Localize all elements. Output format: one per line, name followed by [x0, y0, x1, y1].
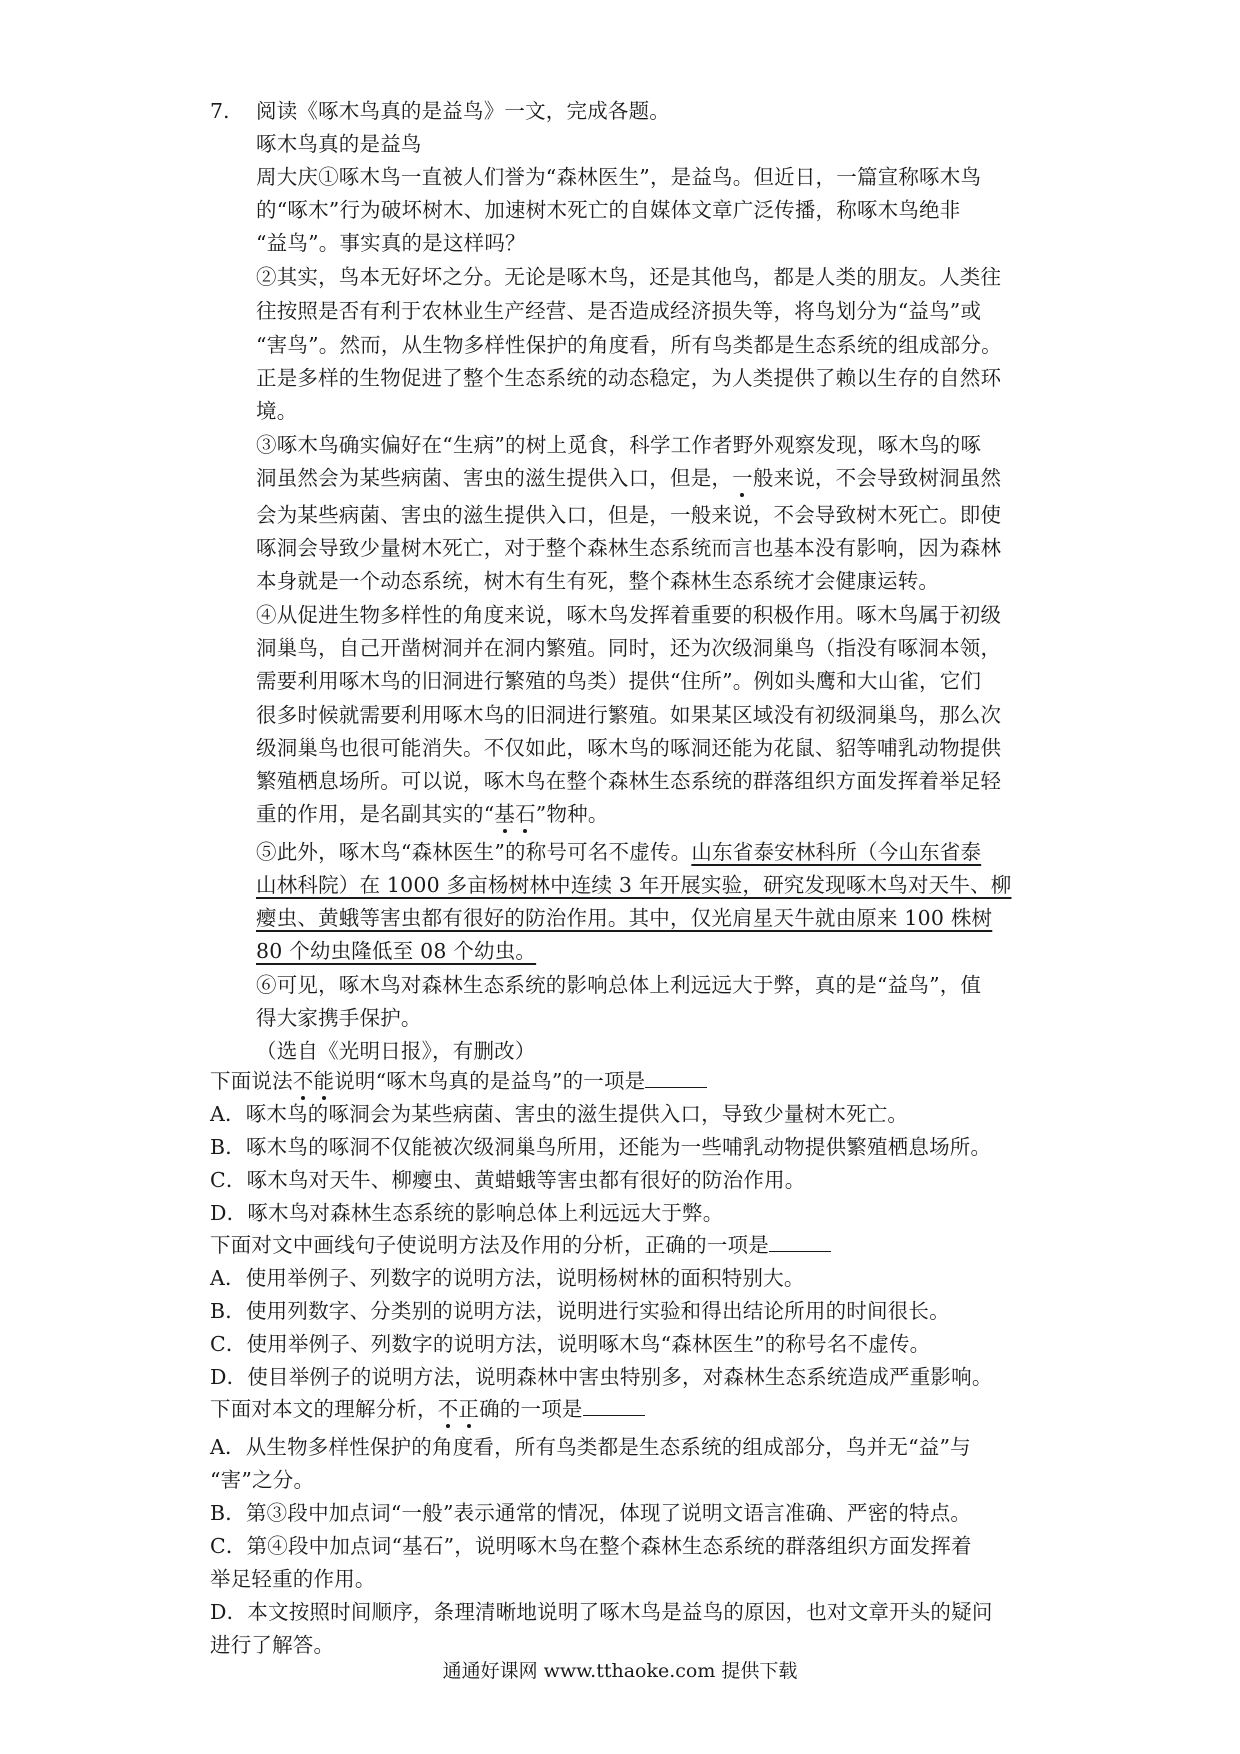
paragraph-4-line-7 — [256, 800, 609, 828]
emphasis-dot-yi: 一 — [732, 466, 753, 490]
q2-option-d[interactable]: D．使目举例子的说明方法，说明森林中害虫特别多，对森林生态系统造成严重影响。 — [210, 1365, 993, 1389]
paragraph-3-line-2 — [256, 464, 1001, 492]
paragraph-3-line-4: 啄洞会导致少量树木死亡，对于整个森林生态系统而言也基本没有影响，因为森林 — [256, 536, 1002, 560]
article-source: （选自《光明日报》，有删改） — [256, 1039, 536, 1063]
q1-stem-d: 说明“啄木鸟真的是益鸟”的一项是 — [334, 1069, 646, 1093]
q1-stem-a: 下面说法 — [210, 1069, 293, 1093]
paragraph-4-line-7-a: 重的作用，是名副其实的“ — [256, 802, 495, 826]
question-number: 7. — [210, 99, 230, 123]
q3-option-d-line-2[interactable]: 进行了解答。 — [210, 1633, 335, 1657]
emphasis-dot-neng: 能 — [313, 1069, 335, 1093]
paragraph-4-line-1: ④从促进生物多样性的角度来说，啄木鸟发挥着重要的积极作用。啄木鸟属于初级 — [256, 603, 1002, 627]
question-intro: 阅读《啄木鸟真的是益鸟》一文，完成各题。 — [256, 99, 670, 123]
paragraph-4-line-3: 需要利用啄木鸟的旧洞进行繁殖的鸟类）提供“住所”。例如头鹰和大山雀，它们 — [256, 669, 982, 693]
q1-stem — [210, 1067, 707, 1095]
page-footer: 通通好课网 www.tthaoke.com 提供下载 — [442, 1660, 798, 1682]
q1-option-a[interactable]: A．啄木鸟的啄洞会为某些病菌、害虫的滋生提供入口，导致少量树木死亡。 — [210, 1102, 909, 1126]
underlined-sentence-line-4: 80 个幼虫隆低至 08 个幼虫。 — [256, 939, 537, 963]
paragraph-3-line-3: 会为某些病菌、害虫的滋生提供入口，但是，一般来说，不会导致树木死亡。即使 — [256, 503, 1002, 527]
q1-option-c[interactable]: C．啄木鸟对天牛、柳瘿虫、黄蜡蛾等害虫都有很好的防治作用。 — [210, 1168, 806, 1192]
q2-stem — [210, 1231, 831, 1259]
emphasis-dot-ji: 基 — [494, 802, 516, 826]
paragraph-2-line-4: 正是多样的生物促进了整个生态系统的动态稳定，为人类提供了赖以生存的自然环 — [256, 366, 1002, 390]
q3-answer-blank[interactable] — [583, 1397, 645, 1416]
paragraph-1-line-1: 周大庆①啄木鸟一直被人们誉为“森林医生”，是益鸟。但近日，一篇宣称啄木鸟 — [256, 165, 982, 189]
paragraph-1-line-3: “益鸟”。事实真的是这样吗？ — [256, 231, 526, 255]
paragraph-4-line-6: 繁殖栖息场所。可以说，啄木鸟在整个森林生态系统的群落组织方面发挥着举足轻 — [256, 769, 1002, 793]
underlined-sentence-line-3: 瘿虫、黄蛾等害虫都有很好的防治作用。其中，仅光肩星天牛就由原来 100 株树 — [256, 906, 993, 930]
paragraph-4-line-7-d: ”物种。 — [535, 802, 609, 826]
paragraph-5-line-1-a: ⑤此外，啄木鸟“森林医生”的称号可名不虚传。 — [256, 840, 692, 864]
q3-option-c-line-2[interactable]: 举足轻重的作用。 — [210, 1567, 376, 1591]
paragraph-2-line-5: 境。 — [256, 399, 298, 423]
paragraph-4-line-5: 级洞巢鸟也很可能消失。不仅如此，啄木鸟的啄洞还能为花鼠、貂等哺乳动物提供 — [256, 736, 1002, 760]
q3-option-a-line-2[interactable]: “害”之分。 — [210, 1468, 315, 1492]
emphasis-dot-bu-2: 不 — [437, 1397, 459, 1421]
paragraph-4-line-2: 洞巢鸟，自己开凿树洞并在洞内繁殖。同时，还为次级洞巢鸟（指没有啄洞本领， — [256, 636, 1002, 660]
q2-option-c[interactable]: C．使用举例子、列数字的说明方法，说明啄木鸟“森林医生”的称号名不虚传。 — [210, 1332, 931, 1356]
article-title: 啄木鸟真的是益鸟 — [256, 132, 422, 156]
paragraph-3-line-5: 本身就是一个动态系统，树木有生有死，整个森林生态系统才会健康运转。 — [256, 569, 940, 593]
underlined-sentence-start: 山东省泰安林科所（今山东省泰 — [691, 840, 982, 864]
q3-option-a-line-1[interactable]: A．从生物多样性保护的角度看，所有鸟类都是生态系统的组成部分，鸟并无“益”与 — [210, 1435, 971, 1459]
q3-stem-a: 下面对本文的理解分析， — [210, 1397, 438, 1421]
paragraph-2-line-2: 往按照是否有利于农林业生产经营、是否造成经济损失等，将鸟划分为“益鸟”或 — [256, 299, 982, 323]
paragraph-4-line-4: 很多时候就需要利用啄木鸟的旧洞进行繁殖。如果某区域没有初级洞巢鸟，那么次 — [256, 703, 1002, 727]
emphasis-dot-shi: 石 — [515, 802, 536, 826]
paragraph-2-line-1: ②其实，鸟本无好坏之分。无论是啄木鸟，还是其他鸟，都是人类的朋友。人类往 — [256, 265, 1002, 289]
q1-option-d[interactable]: D．啄木鸟对森林生态系统的影响总体上利远远大于弊。 — [210, 1201, 724, 1225]
paragraph-6-line-1: ⑥可见，啄木鸟对森林生态系统的影响总体上利远远大于弊，真的是“益鸟”，值 — [256, 973, 982, 997]
emphasis-dot-bu: 不 — [292, 1069, 314, 1093]
q3-option-b[interactable]: B．第③段中加点词“一般”表示通常的情况，体现了说明文语言准确、严密的特点。 — [210, 1501, 972, 1525]
paragraph-5-line-1 — [256, 838, 981, 866]
q3-stem-d: 确的一项是 — [479, 1397, 583, 1421]
q1-answer-blank[interactable] — [645, 1069, 707, 1088]
paragraph-6-line-2: 得大家携手保护。 — [256, 1006, 422, 1030]
emphasis-dot-zheng: 正 — [458, 1397, 480, 1421]
q2-answer-blank[interactable] — [769, 1233, 831, 1252]
q2-option-b[interactable]: B．使用列数字、分类别的说明方法，说明进行实验和得出结论所用的时间很长。 — [210, 1299, 950, 1323]
q2-option-a[interactable]: A．使用举例子、列数字的说明方法，说明杨树林的面积特别大。 — [210, 1266, 805, 1290]
paragraph-3-line-2-a: 洞虽然会为某些病菌、害虫的滋生提供入口，但是， — [256, 466, 733, 490]
paragraph-1-line-2: 的“啄木”行为破坏树木、加速树木死亡的自媒体文章广泛传播，称啄木鸟绝非 — [256, 198, 961, 222]
paragraph-3-line-1: ③啄木鸟确实偏好在“生病”的树上觅食，科学工作者野外观察发现，啄木鸟的啄 — [256, 433, 982, 457]
underlined-sentence-line-2: 山林科院）在 1000 多亩杨树林中连续 3 年开展实验，研究发现啄木鸟对天牛、柳 — [256, 873, 1012, 897]
paragraph-3-line-2-c: 般来说，不会导致树洞虽然 — [752, 466, 1002, 490]
q2-stem-text: 下面对文中画线句子使说明方法及作用的分析，正确的一项是 — [210, 1233, 769, 1257]
q3-stem — [210, 1395, 645, 1423]
paragraph-2-line-3: “害鸟”。然而，从生物多样性保护的角度看，所有鸟类都是生态系统的组成部分。 — [256, 333, 1002, 357]
q1-option-b[interactable]: B．啄木鸟的啄洞不仅能被次级洞巢鸟所用，还能为一些哺乳动物提供繁殖栖息场所。 — [210, 1135, 992, 1159]
q3-option-d-line-1[interactable]: D．本文按照时间顺序，条理清晰地说明了啄木鸟是益鸟的原因，也对文章开头的疑问 — [210, 1600, 993, 1624]
q3-option-c-line-1[interactable]: C．第④段中加点词“基石”，说明啄木鸟在整个森林生态系统的群落组织方面发挥着 — [210, 1534, 972, 1558]
